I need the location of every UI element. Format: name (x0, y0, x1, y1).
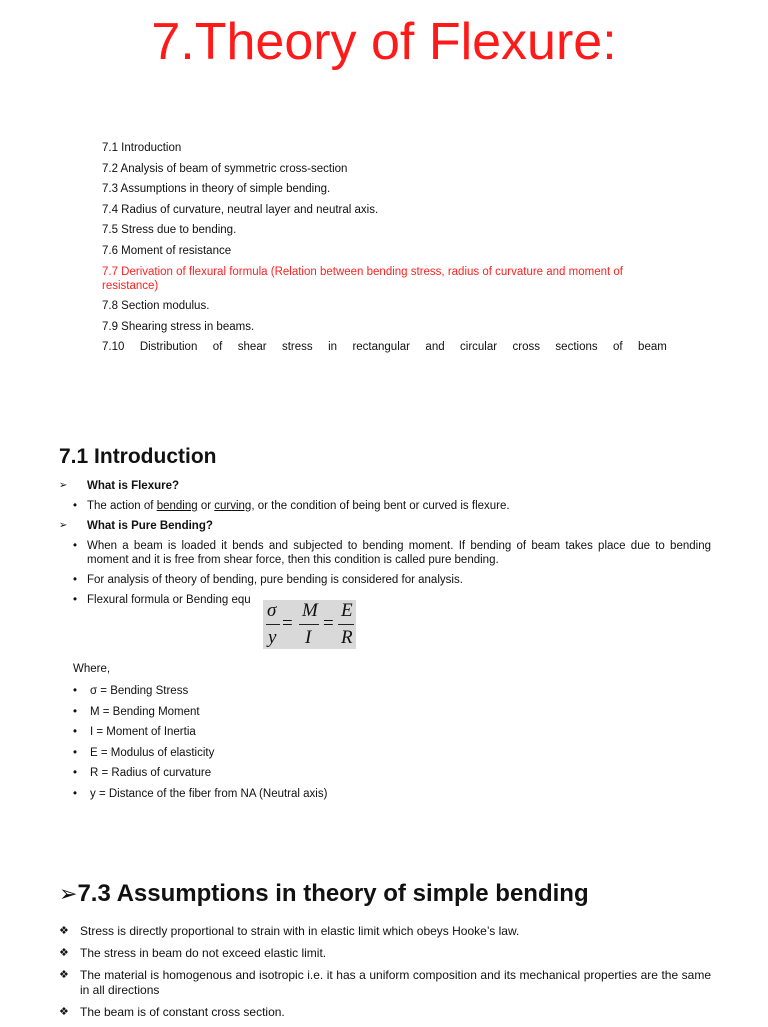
formula-equals: = (282, 613, 293, 634)
toc-item: 7.1 Introduction (102, 142, 182, 154)
bullet-text: When a beam is loaded it bends and subjected to bending moment. If bending of beam takes place due to bending moment and it is free from shear force, then this condition is called pure bending. (87, 540, 711, 566)
assumption-item (59, 946, 711, 961)
toc-item: 7.4 Radius of curvature, neutral layer and neutral axis. (102, 203, 379, 216)
definition-item (73, 746, 327, 760)
bullet-icon: • (73, 746, 78, 759)
bullet-icon: • (73, 705, 78, 718)
arrow-bullet-icon: ➢ (59, 881, 78, 906)
toc-word: 7.10 (102, 341, 125, 354)
toc-word: of (212, 341, 223, 354)
definition-text: R = Radius of curvature (90, 767, 212, 780)
toc-word: rectangular (352, 341, 410, 354)
toc-item: 7.8 Section modulus. (102, 300, 210, 313)
text-part: or (197, 500, 215, 512)
toc-word: Distribution (139, 341, 198, 354)
assumption-text: The material is homogenous and isotropic i.e. it has a uniform composition and its mechanical properties are the same in all directions (80, 968, 711, 997)
question-text: What is Flexure? (87, 480, 180, 492)
toc-item: 7.9 Shearing stress in beams. (102, 320, 255, 333)
diamond-bullet-icon: ❖ (59, 947, 69, 959)
diamond-bullet-icon: ❖ (59, 925, 69, 937)
toc-word: in (328, 341, 338, 354)
bullet-item (59, 499, 711, 513)
toc-word: and (425, 341, 445, 354)
definition-text: y = Distance of the fiber from NA (Neutral axis) (90, 787, 328, 800)
definition-text: σ = Bending Stress (90, 685, 189, 697)
where-label: Where, (73, 663, 111, 675)
question-item (59, 479, 711, 493)
toc-word: beam (638, 341, 667, 354)
text-part: , or the condition of being bent or curved is flexure. (251, 500, 510, 512)
bullet-icon: • (73, 594, 78, 606)
fraction-bar (266, 624, 280, 625)
definition-text: E = Modulus of elasticity (90, 746, 215, 759)
toc-word: sections (555, 341, 598, 354)
formula-y: y (268, 627, 277, 648)
toc-word: circular (460, 341, 498, 354)
table-of-contents (102, 141, 667, 361)
toc-item: 7.5 Stress due to bending. (102, 224, 237, 237)
bullet-icon: • (73, 685, 78, 697)
toc-item-highlighted: 7.7 Derivation of flexural formula (Relation between bending stress, radius of curvature and moment of resistance) (102, 265, 623, 292)
arrow-bullet-icon: ➢ (59, 520, 68, 531)
bullet-item (59, 593, 711, 607)
definition-item (73, 705, 327, 719)
assumptions-list (59, 924, 711, 1027)
question-text: What is Pure Bending? (87, 520, 213, 532)
assumption-item (59, 968, 711, 998)
formula-equals: = (323, 613, 334, 634)
underlined-word: curving (214, 500, 252, 512)
fraction-bar (299, 624, 319, 625)
bullet-item (59, 539, 711, 567)
toc-item: 7.3 Assumptions in theory of simple bending. (102, 183, 331, 196)
assumption-item (59, 924, 711, 939)
assumption-text: Stress is directly proportional to strain with in elastic limit which obeys Hooke’s law. (80, 924, 520, 938)
toc-item: 7.2 Analysis of beam of symmetric cross-section (102, 162, 348, 175)
toc-item: 7.6 Moment of resistance (102, 244, 232, 257)
toc-word: shear (237, 341, 267, 354)
formula-e: E (341, 600, 353, 621)
flexural-formula-image (263, 600, 356, 649)
assumption-item (59, 1005, 711, 1020)
formula-sigma: σ (267, 600, 277, 621)
definition-text: M = Bending Moment (90, 705, 200, 718)
diamond-bullet-icon: ❖ (59, 1006, 69, 1018)
diamond-bullet-icon: ❖ (59, 969, 69, 981)
bullet-icon: • (73, 767, 78, 780)
question-item (59, 519, 711, 533)
fraction-bar (338, 624, 354, 625)
bullet-text: For analysis of theory of bending, pure bending is considered for analysis. (87, 574, 463, 586)
underlined-word: bending (156, 500, 198, 512)
toc-word: of (613, 341, 623, 354)
toc-word: cross (512, 341, 540, 354)
section-heading-introduction: 7.1 Introduction (59, 445, 217, 468)
assumption-text: The stress in beam do not exceed elastic limit. (80, 946, 327, 960)
formula-m: M (302, 600, 318, 621)
bullet-icon: • (73, 574, 78, 586)
definition-text: I = Moment of Inertia (90, 726, 196, 739)
toc-word: stress (281, 341, 313, 354)
formula-r: R (341, 627, 353, 648)
definitions-list (73, 684, 327, 808)
introduction-section (59, 479, 711, 613)
bullet-text: Flexural formula or Bending equ (87, 594, 251, 606)
bullet-icon: • (73, 787, 78, 800)
definition-item (73, 766, 327, 780)
bullet-icon: • (73, 500, 78, 512)
arrow-bullet-icon: ➢ (59, 480, 68, 491)
definition-item (73, 787, 327, 801)
toc-item-justified (102, 340, 667, 354)
assumption-text: The beam is of constant cross section. (80, 1005, 285, 1019)
bullet-item (59, 573, 711, 587)
page-title: 7.Theory of Flexure: (151, 13, 617, 71)
section-heading-assumptions (59, 880, 589, 908)
heading-text: 7.3 Assumptions in theory of simple bending (77, 880, 589, 907)
text-part: The action of (87, 500, 157, 512)
formula-i: I (305, 627, 312, 648)
definition-item (73, 684, 327, 698)
bullet-icon: • (73, 726, 78, 739)
bullet-icon: • (73, 540, 78, 552)
definition-item (73, 725, 327, 739)
